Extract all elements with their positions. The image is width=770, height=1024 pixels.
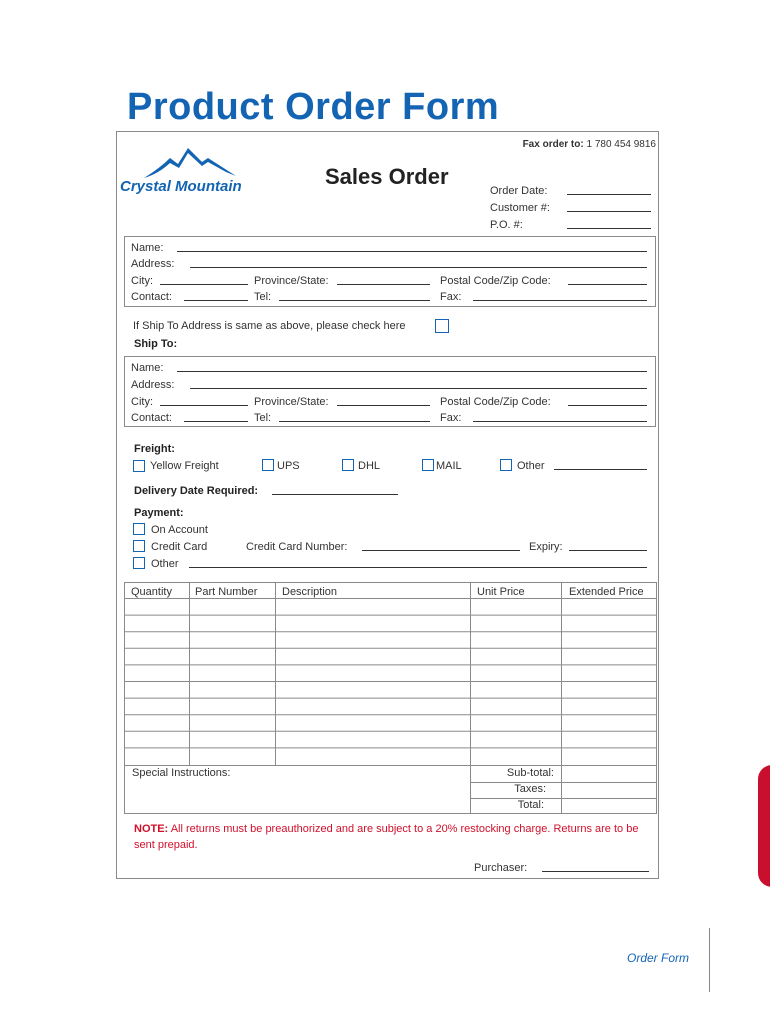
purchaser-field[interactable]	[542, 871, 649, 872]
returns-note	[134, 821, 654, 853]
bill-fax-label: Fax:	[440, 291, 462, 303]
total-label: Total:	[517, 799, 544, 811]
same-address-checkbox[interactable]	[435, 319, 449, 333]
column-header-part-number: Part Number	[195, 586, 258, 598]
billing-address-box	[124, 236, 656, 307]
ship-fax-field[interactable]	[473, 421, 647, 422]
footer-label: Order Form	[627, 951, 690, 965]
ship-postal-field[interactable]	[568, 405, 647, 406]
order-date-label: Order Date:	[490, 185, 548, 197]
side-tab	[758, 765, 770, 887]
ship-province-label: Province/State:	[254, 396, 329, 408]
freight-other-label: Other	[517, 460, 545, 472]
card-number-label: Credit Card Number:	[246, 541, 348, 553]
freight-dhl-checkbox[interactable]	[342, 459, 354, 471]
bill-city-label: City:	[131, 275, 153, 287]
on-account-label: On Account	[151, 524, 208, 536]
expiry-label: Expiry:	[529, 541, 563, 553]
order-date-field[interactable]	[567, 194, 651, 195]
on-account-checkbox[interactable]	[133, 523, 145, 535]
subtotal-label: Sub-total:	[506, 767, 554, 779]
ship-tel-field[interactable]	[279, 421, 430, 422]
freight-other-field[interactable]	[554, 469, 647, 470]
column-header-extended-price: Extended Price	[569, 586, 644, 598]
delivery-date-label: Delivery Date Required:	[134, 485, 259, 497]
bill-contact-field[interactable]	[184, 300, 248, 301]
same-address-label: If Ship To Address is same as above, please check here	[133, 320, 406, 332]
freight-ups-label: UPS	[277, 460, 300, 472]
order-items-table	[124, 582, 657, 814]
ship-province-field[interactable]	[337, 405, 430, 406]
fax-number: 1 780 454 9816	[586, 139, 656, 150]
payment-other-label: Other	[151, 558, 179, 570]
taxes-label: Taxes:	[514, 783, 546, 795]
note-text: All returns must be preauthorized and are subject to a 20% restocking charge. Returns are to be sent prepaid.	[134, 823, 639, 851]
ship-fax-label: Fax:	[440, 412, 462, 424]
customer-number-field[interactable]	[567, 211, 651, 212]
bill-province-field[interactable]	[337, 284, 430, 285]
column-header-unit-price: Unit Price	[477, 586, 525, 598]
bill-fax-field[interactable]	[473, 300, 647, 301]
ship-city-field[interactable]	[160, 405, 248, 406]
freight-other-checkbox[interactable]	[500, 459, 512, 471]
bill-province-label: Province/State:	[254, 275, 329, 287]
po-number-field[interactable]	[567, 228, 651, 229]
bill-name-label: Name:	[131, 242, 164, 254]
column-header-quantity: Quantity	[131, 586, 172, 598]
credit-card-checkbox[interactable]	[133, 540, 145, 552]
freight-yellow-checkbox[interactable]	[133, 460, 145, 472]
ship-postal-label: Postal Code/Zip Code:	[440, 396, 551, 408]
freight-ups-checkbox[interactable]	[262, 459, 274, 471]
freight-dhl-label: DHL	[358, 460, 381, 472]
sales-order-heading: Sales Order	[325, 164, 449, 189]
bill-tel-label: Tel:	[254, 291, 272, 303]
footer-divider	[709, 928, 710, 992]
payment-other-checkbox[interactable]	[133, 557, 145, 569]
ship-address-label: Address:	[131, 379, 175, 391]
freight-heading: Freight:	[134, 443, 175, 455]
expiry-field[interactable]	[569, 550, 647, 551]
note-label: NOTE:	[134, 823, 169, 835]
card-number-field[interactable]	[362, 550, 520, 551]
bill-city-field[interactable]	[160, 284, 248, 285]
freight-yellow-label: Yellow Freight	[150, 460, 219, 472]
ship-contact-field[interactable]	[184, 421, 248, 422]
fax-order-info	[523, 139, 656, 150]
freight-mail-label: MAIL	[436, 460, 462, 472]
ship-name-field[interactable]	[177, 371, 647, 372]
shipping-address-box	[124, 356, 656, 427]
bill-address-field[interactable]	[190, 267, 647, 268]
payment-other-field[interactable]	[189, 567, 647, 568]
ship-contact-label: Contact:	[131, 412, 172, 424]
bill-postal-label: Postal Code/Zip Code:	[440, 275, 551, 287]
bill-postal-field[interactable]	[568, 284, 647, 285]
customer-number-label: Customer #:	[490, 202, 550, 214]
ship-address-field[interactable]	[190, 388, 647, 389]
ship-name-label: Name:	[131, 362, 164, 374]
logo-text: Crystal Mountain	[120, 178, 242, 195]
page-title: Product Order Form	[127, 86, 500, 128]
fax-label: Fax order to:	[522, 139, 584, 150]
bill-contact-label: Contact:	[131, 291, 172, 303]
po-number-label: P.O. #:	[490, 219, 523, 231]
bill-tel-field[interactable]	[279, 300, 430, 301]
bill-name-field[interactable]	[177, 251, 647, 252]
credit-card-label: Credit Card	[151, 541, 208, 553]
purchaser-label: Purchaser:	[474, 862, 528, 874]
ship-city-label: City:	[131, 396, 153, 408]
ship-tel-label: Tel:	[254, 412, 272, 424]
special-instructions-label: Special Instructions:	[132, 767, 231, 779]
column-header-description: Description	[282, 586, 338, 598]
bill-address-label: Address:	[131, 258, 175, 270]
payment-heading: Payment:	[134, 507, 184, 519]
freight-mail-checkbox[interactable]	[422, 459, 434, 471]
delivery-date-field[interactable]	[272, 494, 398, 495]
ship-to-heading: Ship To:	[134, 338, 178, 350]
